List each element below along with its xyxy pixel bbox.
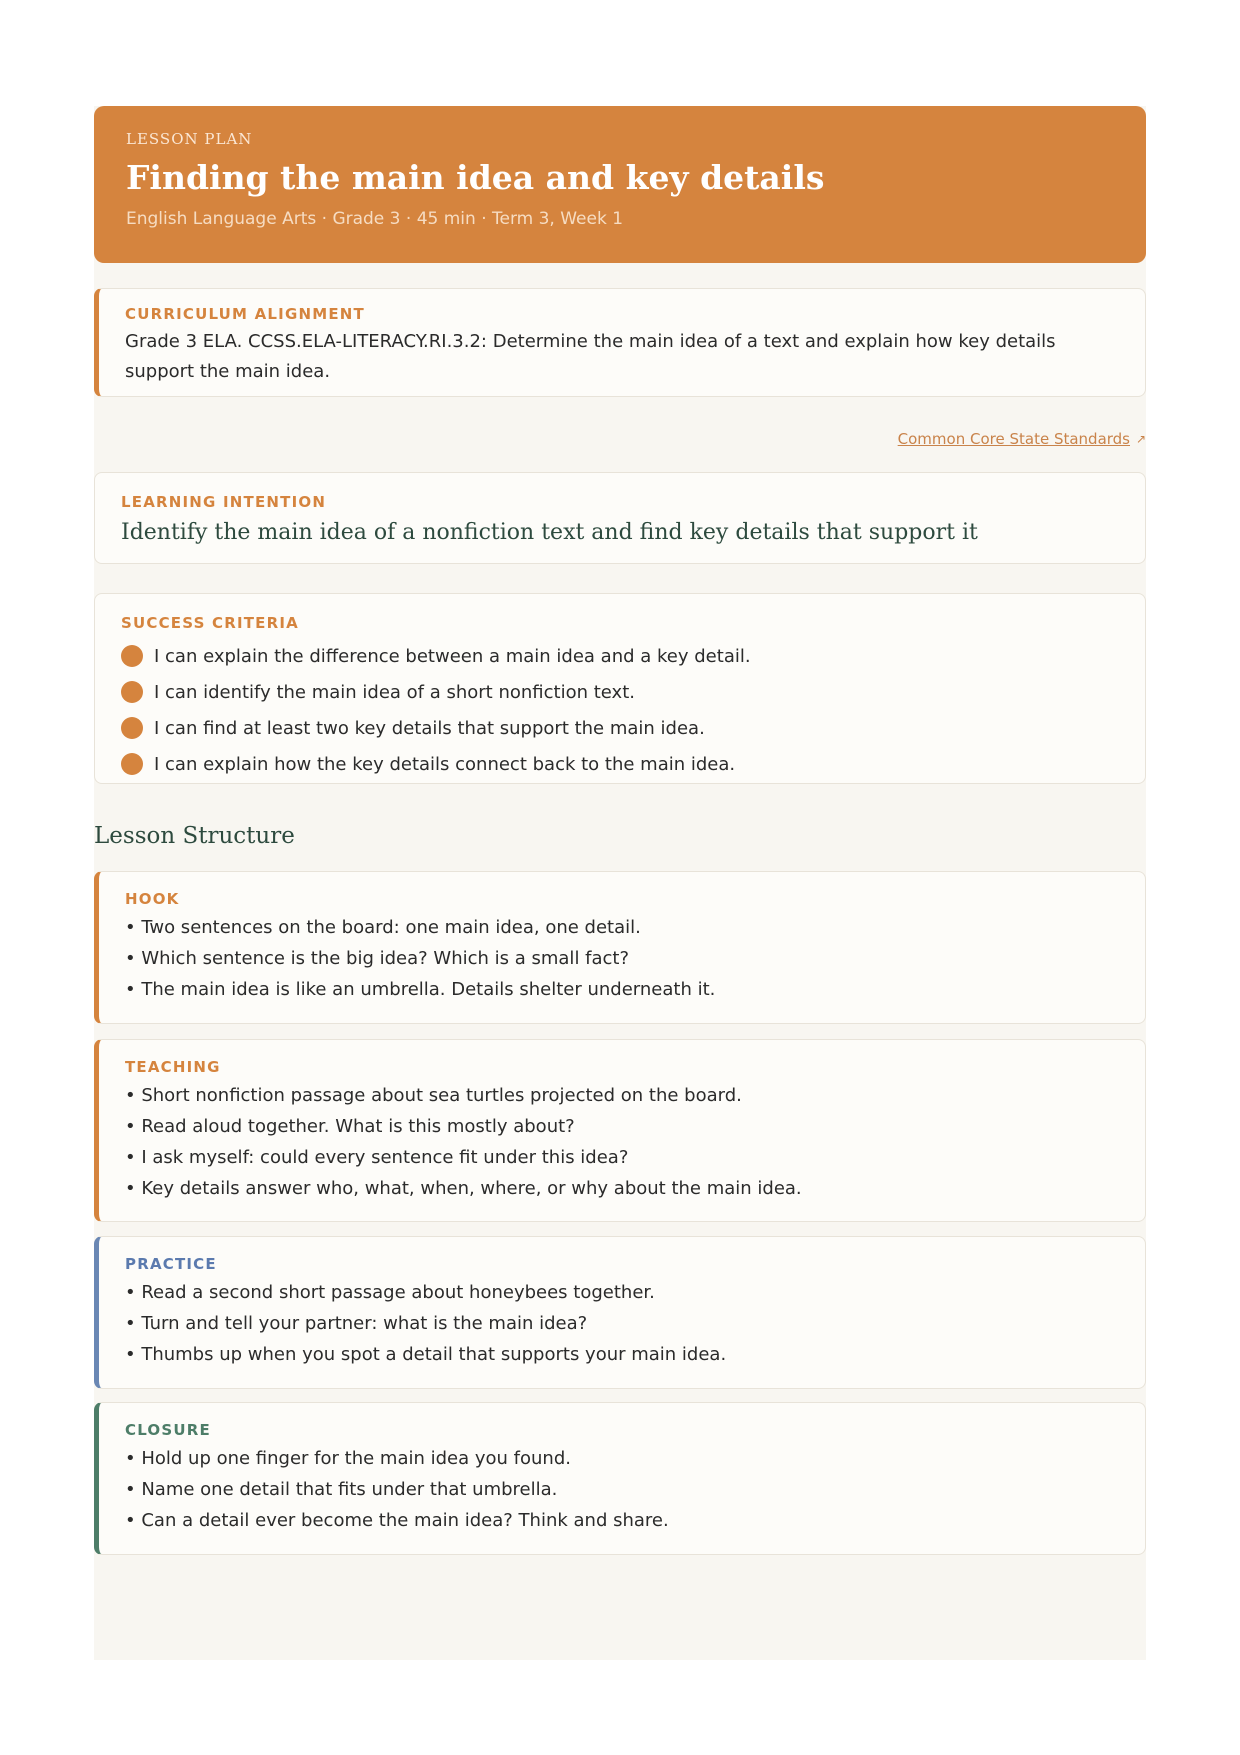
lesson-header bbox=[94, 106, 1146, 263]
success-label: SUCCESS CRITERIA bbox=[121, 614, 299, 632]
intention-text: Identify the main idea of a nonfiction text and find key details that support it bbox=[121, 520, 978, 545]
bullet-dot-icon bbox=[121, 681, 143, 703]
lesson-eyebrow: LESSON PLAN bbox=[126, 130, 253, 148]
hook-label: HOOK bbox=[125, 890, 180, 908]
criterion-text: I can explain how the key details connect back to the main idea. bbox=[154, 753, 736, 775]
lesson-meta: English Language Arts · Grade 3 · 45 min · Term 3, Week 1 bbox=[126, 209, 624, 229]
list-item: • Key details answer who, what, when, where, or why about the main idea. bbox=[125, 1178, 802, 1199]
teaching-label: TEACHING bbox=[125, 1058, 221, 1076]
list-item: • Which sentence is the big idea? Which is a small fact? bbox=[125, 948, 630, 969]
practice-list bbox=[125, 1277, 1119, 1370]
list-item: • I ask myself: could every sentence fit under this idea? bbox=[125, 1147, 629, 1168]
criterion-item bbox=[121, 746, 1119, 782]
hook-card bbox=[94, 871, 1146, 1024]
curriculum-card bbox=[94, 288, 1146, 397]
list-item: • Thumbs up when you spot a detail that supports your main idea. bbox=[125, 1344, 727, 1365]
practice-card bbox=[94, 1236, 1146, 1389]
closure-card bbox=[94, 1402, 1146, 1555]
lesson-plan-page bbox=[94, 106, 1146, 1660]
criterion-text: I can find at least two key details that support the main idea. bbox=[154, 717, 705, 739]
lesson-structure-heading: Lesson Structure bbox=[94, 823, 295, 849]
hook-list bbox=[125, 912, 1119, 1005]
bullet-dot-icon bbox=[121, 645, 143, 667]
list-item: • Read a second short passage about honeybees together. bbox=[125, 1282, 655, 1303]
criterion-item bbox=[121, 674, 1119, 710]
standards-link[interactable]: Common Core State Standards bbox=[897, 430, 1130, 448]
lesson-title: Finding the main idea and key details bbox=[126, 158, 825, 197]
criterion-text: I can explain the difference between a main idea and a key detail. bbox=[154, 645, 751, 667]
success-list bbox=[121, 638, 1119, 782]
list-item: • Short nonfiction passage about sea turtles projected on the board. bbox=[125, 1085, 742, 1106]
external-link-icon: ↗ bbox=[1135, 432, 1146, 446]
curriculum-text: Grade 3 ELA. CCSS.ELA-LITERACY.RI.3.2: Determine the main idea of a text and explain how key details support the main idea. bbox=[125, 331, 1056, 382]
list-item: • Hold up one finger for the main idea you found. bbox=[125, 1448, 571, 1469]
criterion-text: I can identify the main idea of a short nonfiction text. bbox=[154, 681, 635, 703]
closure-label: CLOSURE bbox=[125, 1421, 211, 1439]
bullet-dot-icon bbox=[121, 753, 143, 775]
list-item: • The main idea is like an umbrella. Details shelter underneath it. bbox=[125, 979, 716, 1000]
practice-label: PRACTICE bbox=[125, 1255, 217, 1273]
criterion-item bbox=[121, 638, 1119, 674]
teaching-list bbox=[125, 1080, 1119, 1204]
list-item: • Two sentences on the board: one main idea, one detail. bbox=[125, 917, 641, 938]
success-criteria-card bbox=[94, 593, 1146, 784]
intention-label: LEARNING INTENTION bbox=[121, 493, 327, 511]
criterion-item bbox=[121, 710, 1119, 746]
list-item: • Can a detail ever become the main idea? Think and share. bbox=[125, 1510, 669, 1531]
list-item: • Name one detail that fits under that umbrella. bbox=[125, 1479, 558, 1500]
list-item: • Turn and tell your partner: what is the main idea? bbox=[125, 1313, 588, 1334]
list-item: • Read aloud together. What is this mostly about? bbox=[125, 1116, 575, 1137]
bullet-dot-icon bbox=[121, 717, 143, 739]
curriculum-label: CURRICULUM ALIGNMENT bbox=[125, 305, 365, 323]
teaching-card bbox=[94, 1039, 1146, 1222]
learning-intention-card bbox=[94, 472, 1146, 564]
closure-list bbox=[125, 1443, 1119, 1536]
